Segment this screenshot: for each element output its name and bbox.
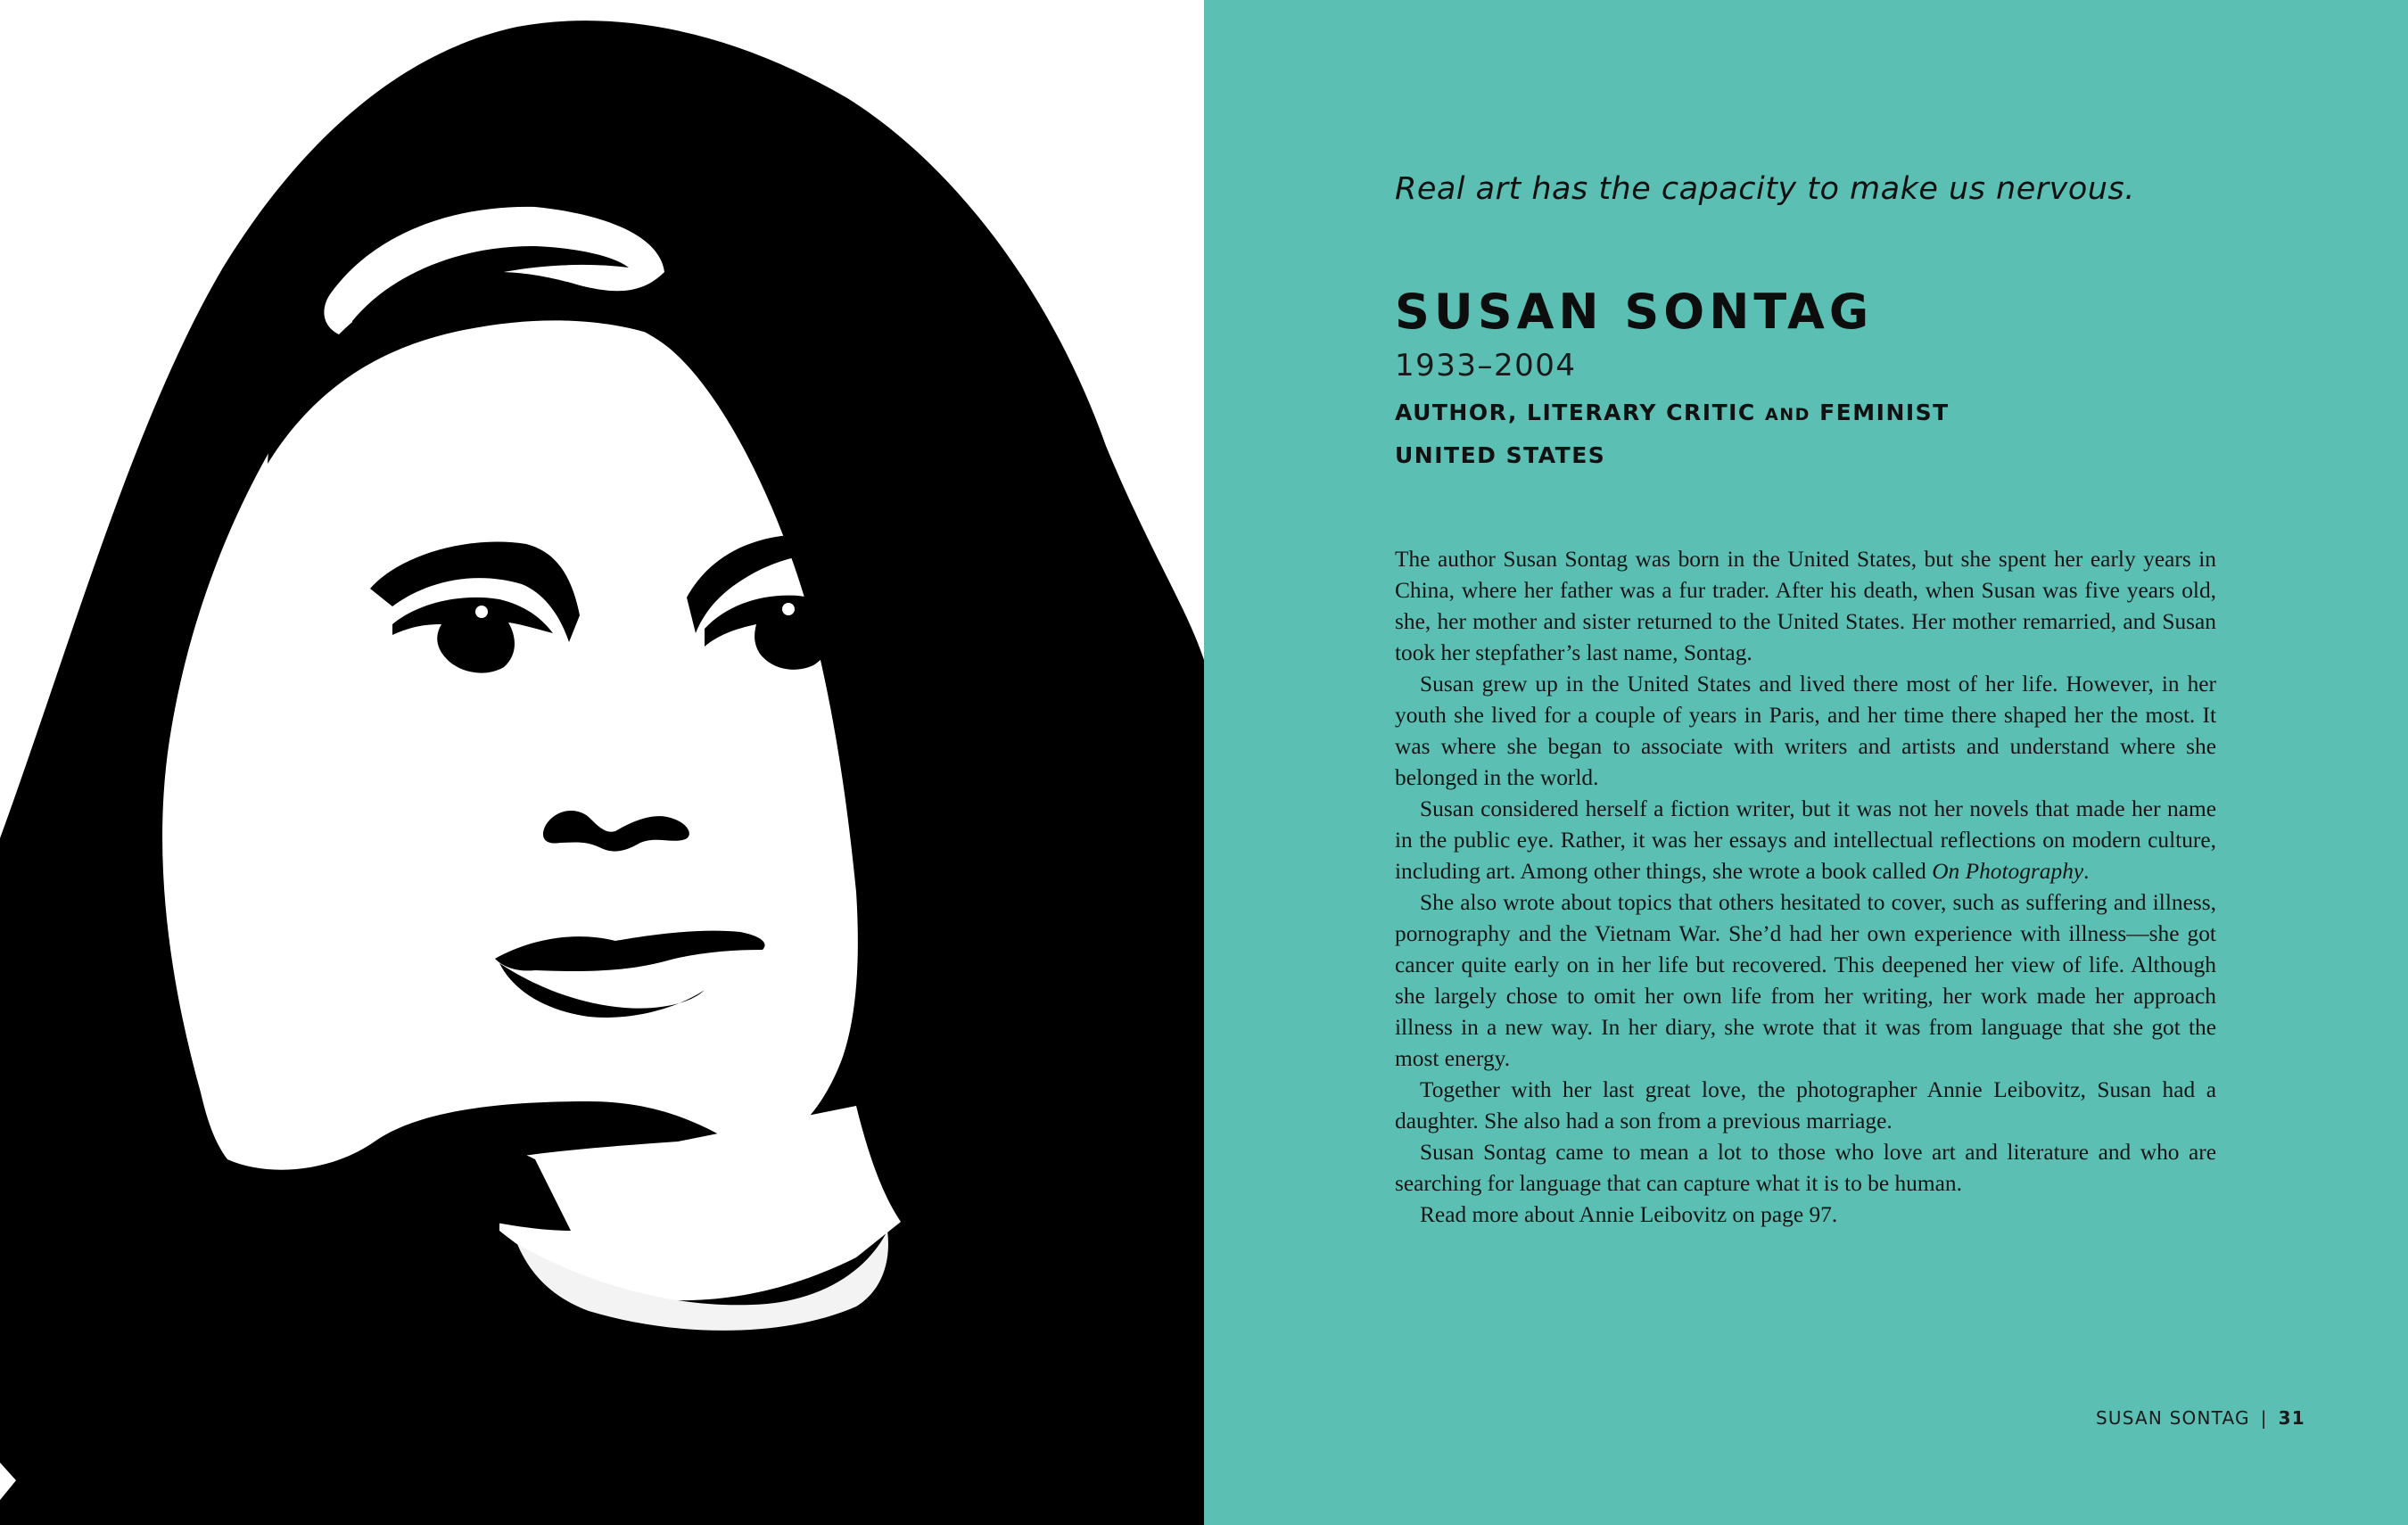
life-years: 1933–2004 [1395,348,1577,383]
paragraph: Susan grew up in the United States and lived there most of her life. However, in her youth she lived for a couple of years in Paris, and her time there shaped her the most. It was where she began to associate with writers and artists and understand where she belonged in the world. [1395,672,2216,790]
page-footer [2096,1407,2304,1429]
paragraph-text: . [2083,859,2090,884]
biography-text [1395,544,2216,1231]
paragraph-text: Susan considered herself a fiction writer, but it was not her novels that made her name in the public eye. Rather, it was her essays and intellectual reflections on modern culture, including art. Among other things, she wrote a book called [1395,796,2216,884]
running-head: SUSAN SONTAG [2096,1407,2250,1429]
page-number: 31 [2278,1407,2305,1429]
left-eye-glint [475,606,488,618]
person-name: SUSAN SONTAG [1395,284,1874,340]
paragraph: The author Susan Sontag was born in the United States, but she spent her early years in China, where her father was a fur trader. After his death, when Susan was five years old, she, her mother and sister returned to the United States. Her mother remarried, and Susan took her stepfather’s last name, Sontag. [1395,547,2216,665]
paragraph: Together with her last great love, the photographer Annie Leibovitz, Susan had a daughter. She also had a son from a previous marriage. [1395,1077,2216,1133]
paragraph: She also wrote about topics that others hesitated to cover, such as suffering and illness, pornography and the Vietnam War. She’d had her own experience with illness—she got cancer quite early on in her life but recovered. This deepened her view of life. Although she largely chose to omit her own life from her writing, her work made her approach illness in a new way. In her diary, she wrote that it was from language that she got the most energy. [1395,890,2216,1071]
right-page [1204,0,2408,1525]
occupation [1395,400,1950,425]
footer-separator: | [2260,1407,2268,1429]
paragraph: Read more about Annie Leibovitz on page 97. [1420,1202,1838,1227]
occupation-part2: FEMINIST [1819,400,1950,425]
book-title: On Photography [1932,859,2084,884]
quote: Real art has the capacity to make us nervous. [1395,171,2135,207]
paragraph [1395,794,2216,887]
right-eye-glint [782,603,795,615]
paragraph: Susan Sontag came to mean a lot to those who love art and literature and who are searching for language that can capture what it is to be human. [1395,1140,2216,1196]
occupation-connector: AND [1765,405,1810,425]
occupation-part1: AUTHOR, LITERARY CRITIC [1395,400,1756,425]
country: UNITED STATES [1395,442,1606,468]
